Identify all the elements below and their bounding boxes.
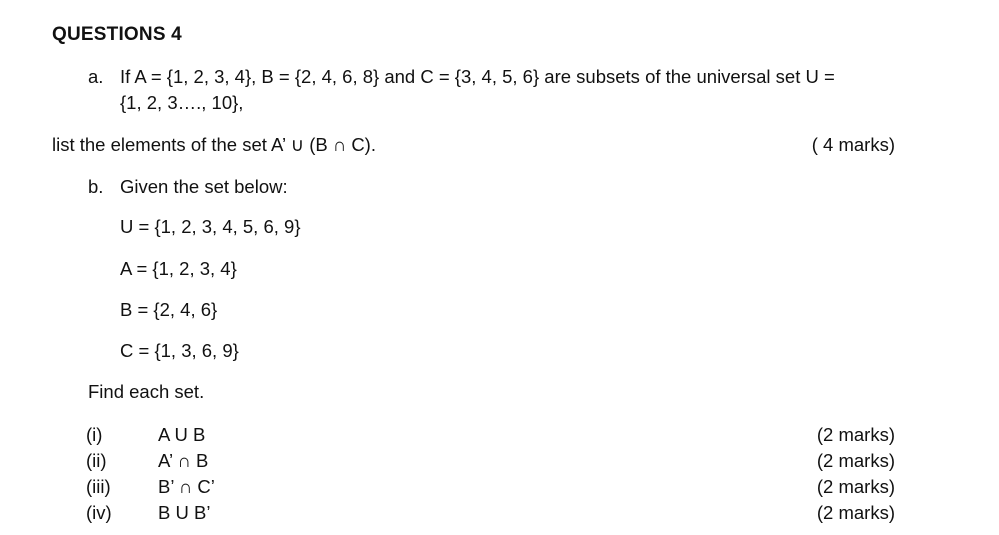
part-a-line-1: If A = {1, 2, 3, 4}, B = {2, 4, 6, 8} and C = {3, 4, 5, 6} are subsets of the universal set U = bbox=[120, 66, 835, 87]
part-a-line-2: {1, 2, 3…., 10}, bbox=[120, 92, 244, 113]
set-a: A = {1, 2, 3, 4} bbox=[120, 258, 237, 279]
roman-numeral: (iv) bbox=[86, 502, 112, 523]
marks-label: (2 marks) bbox=[816, 476, 895, 497]
set-expression: A’ ∩ B bbox=[158, 450, 209, 471]
roman-numeral: (ii) bbox=[86, 450, 107, 471]
roman-numeral: (iii) bbox=[86, 476, 111, 497]
part-a-marks: ( 4 marks) bbox=[811, 134, 895, 155]
set-expression: B’ ∩ C’ bbox=[158, 476, 215, 497]
part-a-label: a. bbox=[88, 66, 104, 87]
marks-label: (2 marks) bbox=[816, 450, 895, 471]
part-b-label: b. bbox=[88, 176, 104, 197]
set-expression: B U B’ bbox=[158, 502, 211, 523]
set-b: B = {2, 4, 6} bbox=[120, 299, 218, 320]
set-expression: A U B bbox=[158, 424, 206, 445]
question-title: QUESTIONS 4 bbox=[52, 24, 182, 45]
find-instruction: Find each set. bbox=[88, 381, 205, 402]
marks-label: (2 marks) bbox=[816, 502, 895, 523]
part-b-intro: Given the set below: bbox=[120, 176, 288, 197]
part-a-instruction: list the elements of the set A’ ∪ (B ∩ C). bbox=[52, 134, 376, 155]
set-u: U = {1, 2, 3, 4, 5, 6, 9} bbox=[120, 216, 301, 237]
set-c: C = {1, 3, 6, 9} bbox=[120, 340, 239, 361]
marks-label: (2 marks) bbox=[816, 424, 895, 445]
roman-numeral: (i) bbox=[86, 424, 103, 445]
